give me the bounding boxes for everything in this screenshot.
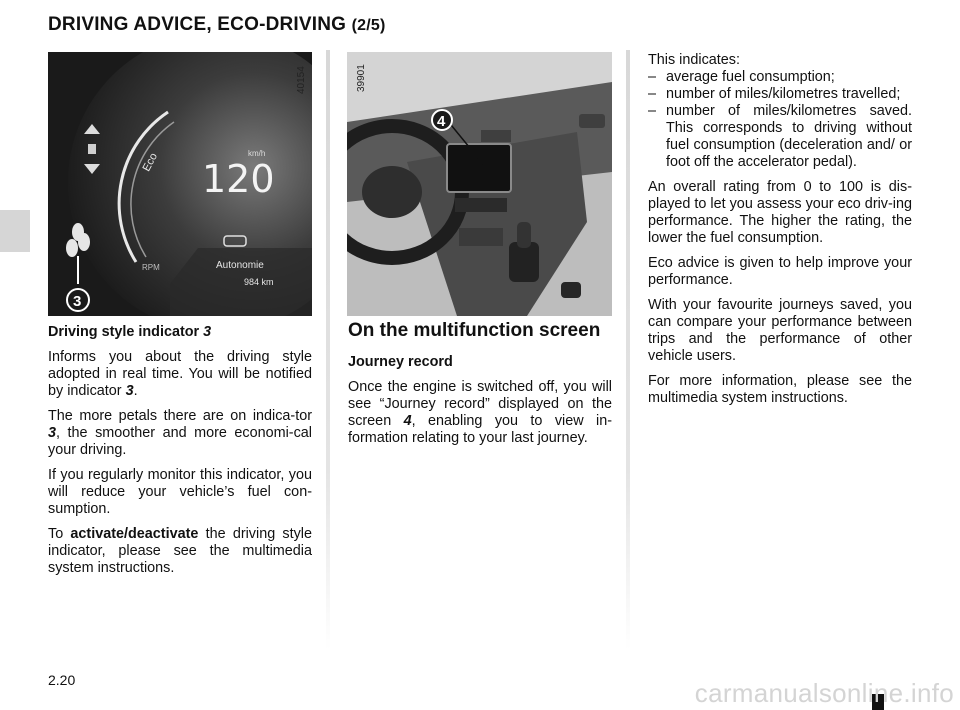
figure-code-middle: 39901 (356, 64, 367, 92)
col1-paragraph-1: Informs you about the driving style adopted in real time. You will be notified by indicator 3. (48, 349, 312, 399)
figure-code-left: 40154 (296, 66, 307, 94)
col1-paragraph-3: If you regularly monitor this indicator, you will reduce your vehicle’s fuel con-sumption. (48, 467, 312, 517)
dashboard-figure (347, 52, 612, 316)
callout-4-label: 4 (437, 113, 446, 130)
rpm-label: RPM (142, 263, 160, 272)
page-title-text: DRIVING ADVICE, ECO-DRIVING (48, 14, 347, 35)
dashboard-illustration (347, 52, 612, 316)
col1-paragraph-2: The more petals there are on indica-tor 3, the smoother and more economi-cal your driving. (48, 408, 312, 458)
speed-value: 120 (202, 157, 275, 201)
column-divider-1 (326, 50, 330, 650)
speed-unit: km/h (248, 149, 266, 158)
col3-paragraph-2: Eco advice is given to help improve your performance. (648, 255, 912, 288)
multifunction-screen-heading: On the multifunction screen (348, 320, 601, 341)
watermark: carmanualsonline.info (694, 678, 954, 708)
list-item: – number of miles/kilometres travelled; (648, 86, 912, 103)
instrument-cluster-figure (48, 52, 312, 316)
gauge-eco-label: Eco (140, 151, 161, 174)
journey-record-subheading: Journey record (348, 354, 453, 370)
col3-paragraph-4: For more information, please see the multimedia system instructions. (648, 373, 912, 406)
list-item: – number of miles/kilometres saved. This corresponds to driving without fuel consumption (deceleration and/ or foot off the accelerator pedal). (648, 103, 912, 171)
range-label: Autonomie (216, 260, 264, 271)
col1-paragraph-4: To activate/deactivate the driving style indicator, please see the multimedia system instructions. (48, 526, 312, 576)
column-3-text (648, 52, 912, 415)
col3-paragraph-1: An overall rating from 0 to 100 is dis-played to let you assess your eco driv-ing performance. The higher the rating, the lower the fuel consumption. (648, 179, 912, 246)
column-2-text (348, 320, 612, 455)
page-number: 2.20 (48, 672, 76, 688)
column-1-text (48, 324, 312, 585)
callout-3-label: 3 (73, 293, 82, 310)
chapter-tab (0, 210, 30, 252)
instrument-cluster-illustration (48, 52, 312, 316)
col3-paragraph-3: With your favourite journeys saved, you can compare your performance between trips and the performance of other vehicle users. (648, 297, 912, 364)
column-divider-2 (626, 50, 630, 650)
page-title-part: (2/5) (351, 17, 386, 34)
indicator-list (648, 69, 912, 171)
col3-intro: This indicates: (648, 52, 740, 68)
multifunction-screen (447, 144, 511, 192)
page-title (48, 14, 386, 36)
gear-indicator-icon (88, 144, 96, 154)
list-item: – average fuel consumption; (648, 69, 912, 86)
col2-paragraph-1: Once the engine is switched off, you will see “Journey record” displayed on the screen 4, enabling you to view in-formation relating to your last journey. (348, 379, 613, 446)
driving-style-subheading: Driving style indicator 3 (48, 324, 212, 340)
range-value: 984 km (244, 277, 274, 287)
